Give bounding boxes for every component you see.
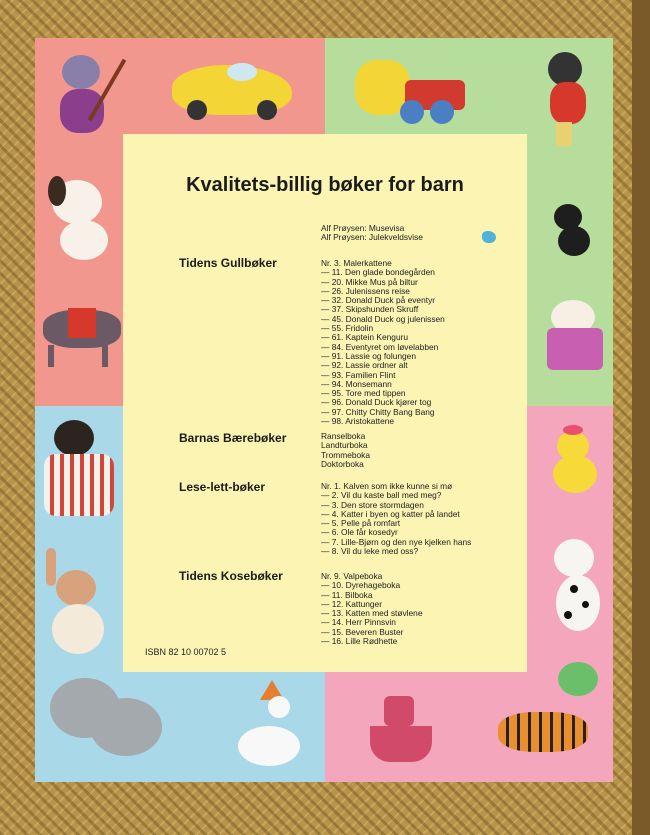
list-item: — 12. Kattunger xyxy=(321,598,382,609)
list-item: — 32. Donald Duck på eventyr xyxy=(321,295,436,306)
list-item: — 45. Donald Duck og julenissen xyxy=(321,313,445,324)
list-item: Nr. 1. Kalven som ikke kunne si mø xyxy=(321,481,453,491)
dalmatian-illustration xyxy=(548,535,606,635)
list-item: — 95. Tore med tippen xyxy=(321,388,406,399)
koseboker-list xyxy=(321,572,422,646)
wolf-illustration xyxy=(530,52,605,147)
section-heading-koseboker: Tidens Kosebøker xyxy=(179,569,283,583)
list-item: — 94. Monsemann xyxy=(321,378,392,389)
tiger-with-umbrella-illustration xyxy=(488,662,606,774)
list-item: — 16. Lille Rødhette xyxy=(321,636,398,647)
list-item: Landturboka xyxy=(321,440,368,451)
list-item: Nr. 9. Valpeboka xyxy=(321,571,383,581)
cat-painter-illustration xyxy=(50,45,130,140)
list-item: — 2. Vil du kaste ball med meg? xyxy=(321,490,442,501)
section-heading-lese-lett: Lese-lett-bøker xyxy=(179,480,266,494)
isbn-number: ISBN 82 10 00702 5 xyxy=(145,647,227,657)
list-item: Alf Prøysen: Musevisa xyxy=(321,223,405,233)
list-item: — 20. Mikke Mus på biltur xyxy=(321,276,418,287)
list-item: — 5. Pelle på romfart xyxy=(321,518,401,529)
cover-edge xyxy=(632,0,650,835)
list-item: — 93. Familien Flint xyxy=(321,369,396,380)
list-item: — 15. Beveren Buster xyxy=(321,626,404,637)
list-item: — 61. Kaptein Kenguru xyxy=(321,332,409,343)
list-item: — 11. Den glade bondegården xyxy=(321,267,435,278)
list-item: — 7. Lille-Bjørn og den nye kjelken hans xyxy=(321,536,472,547)
duckling-illustration xyxy=(547,425,605,503)
list-item: — 14. Herr Pinnsvin xyxy=(321,617,396,628)
list-item: Alf Prøysen: Julekveldsvise xyxy=(321,232,423,243)
list-item: — 98. Aristokattene xyxy=(321,416,395,427)
lese-lett-list xyxy=(321,482,471,556)
page-title: Kvalitets-billig bøker for barn xyxy=(186,174,464,196)
list-item: — 37. Skipshunden Skruff xyxy=(321,304,419,315)
list-item: — 8. Vil du leke med oss? xyxy=(321,546,419,557)
elephant-illustration xyxy=(40,668,165,768)
list-item: — 13. Katten med støvlene xyxy=(321,608,423,619)
section-heading-gullboker: Tidens Gullbøker xyxy=(179,256,277,270)
goose-illustration xyxy=(232,680,312,785)
list-item: — 6. Ole får kosedyr xyxy=(321,527,398,538)
list-item: — 55. Fridolin xyxy=(321,323,374,334)
list-item: Doktorboka xyxy=(321,458,364,469)
list-item: Ranselboka xyxy=(321,431,366,441)
bear-in-pajamas-illustration xyxy=(38,420,120,520)
intro-list xyxy=(321,224,423,243)
list-item: — 3. Den store stormdagen xyxy=(321,499,424,510)
yellow-car-illustration xyxy=(172,55,297,125)
list-item: — 91. Lassie og folungen xyxy=(321,350,416,361)
list-item: — 26. Julenissens reise xyxy=(321,285,410,296)
list-item: Nr. 3. Malerkattene xyxy=(321,258,392,268)
bunny-illustration xyxy=(38,548,116,658)
list-item: — 96. Donald Duck kjører tog xyxy=(321,397,432,408)
dog-in-basket-illustration xyxy=(543,300,608,372)
donkey-illustration xyxy=(38,290,123,375)
baereboker-list xyxy=(321,432,370,469)
gullboker-list xyxy=(321,259,445,426)
list-item: — 10. Dyrehageboka xyxy=(321,580,401,591)
bird-icon xyxy=(482,231,496,243)
section-heading-baereboker: Barnas Bærebøker xyxy=(179,431,287,445)
book-list-panel xyxy=(123,134,527,672)
list-item: — 97. Chitty Chitty Bang Bang xyxy=(321,406,435,417)
train-illustration xyxy=(355,45,475,125)
list-item: Trommeboka xyxy=(321,449,371,460)
tugboat-illustration xyxy=(368,692,436,772)
black-kitten-illustration xyxy=(548,200,596,260)
list-item: — 4. Katter i byen og katter på landet xyxy=(321,508,460,519)
list-item: — 92. Lassie ordner alt xyxy=(321,360,408,371)
list-item: — 84. Eventyret om løvelabben xyxy=(321,341,439,352)
puppy-illustration xyxy=(42,170,117,262)
list-item: — 11. Bilboka xyxy=(321,589,373,600)
